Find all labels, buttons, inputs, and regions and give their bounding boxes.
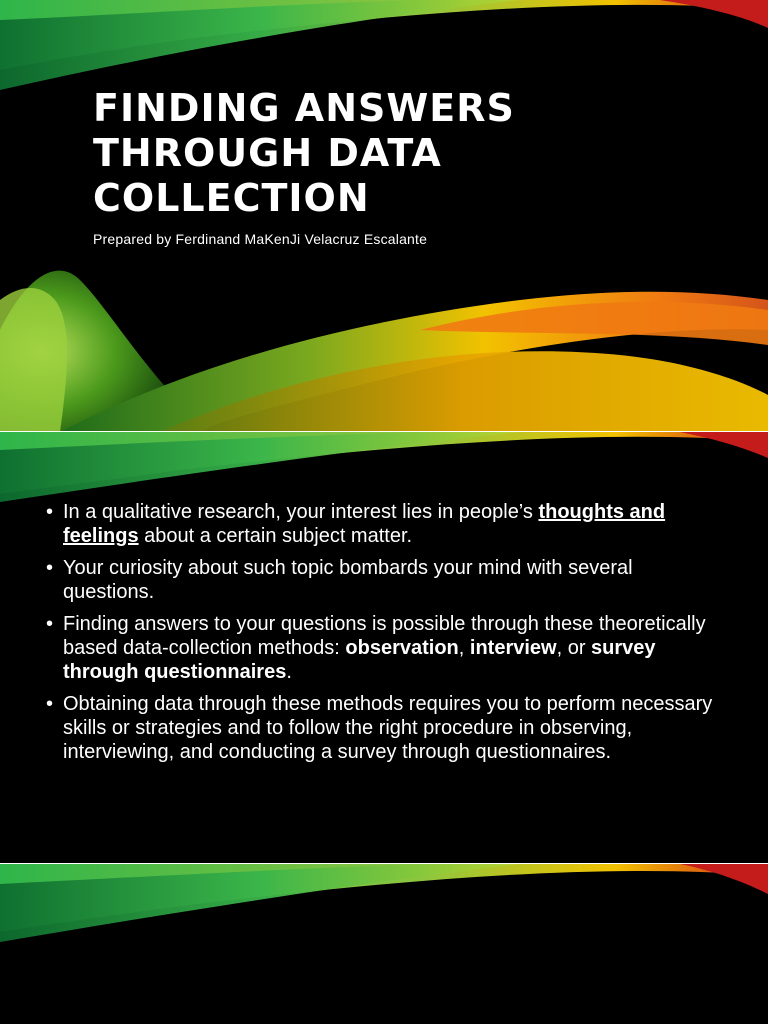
bullet-text: Finding answers to your questions is possible through these theoretically based data-collection methods:	[63, 613, 706, 659]
bullet-text: Obtaining data through these methods requires you to perform necessary skills or strategies and to follow the right procedure in observing, interviewing, and conducting a survey through questionnaires.	[63, 693, 713, 763]
bullet-item	[46, 612, 726, 684]
next-slide-partial	[0, 864, 768, 1024]
bullet-list	[46, 500, 726, 772]
emphasis-text: survey through questionnaires	[63, 637, 656, 683]
bullet-text: In a qualitative research, your interest lies in people’s	[63, 501, 539, 523]
title-line-2: THROUGH DATA	[93, 131, 442, 175]
emphasis-text: interview	[469, 637, 557, 659]
slide-title	[93, 86, 515, 221]
emphasis-text: thoughts and feelings	[63, 501, 666, 547]
title-line-1: FINDING ANSWERS	[93, 86, 515, 130]
bullet-text: Your curiosity about such topic bombards your mind with several questions.	[63, 557, 633, 603]
bullet-text: .	[286, 661, 292, 683]
top-swoosh-decoration	[0, 864, 768, 1024]
bullet-item	[46, 556, 726, 604]
bullet-text: about a certain subject matter.	[138, 525, 413, 547]
bullet-item	[46, 692, 726, 764]
bullet-text: ,	[458, 637, 470, 659]
title-slide	[0, 0, 768, 432]
content-slide	[0, 432, 768, 864]
title-line-3: COLLECTION	[93, 176, 370, 220]
bullet-text: , or	[556, 637, 592, 659]
bullet-item	[46, 500, 726, 548]
emphasis-text: observation	[345, 637, 459, 659]
slide-subtitle: Prepared by Ferdinand MaKenJi Velacruz Escalante	[93, 231, 428, 247]
